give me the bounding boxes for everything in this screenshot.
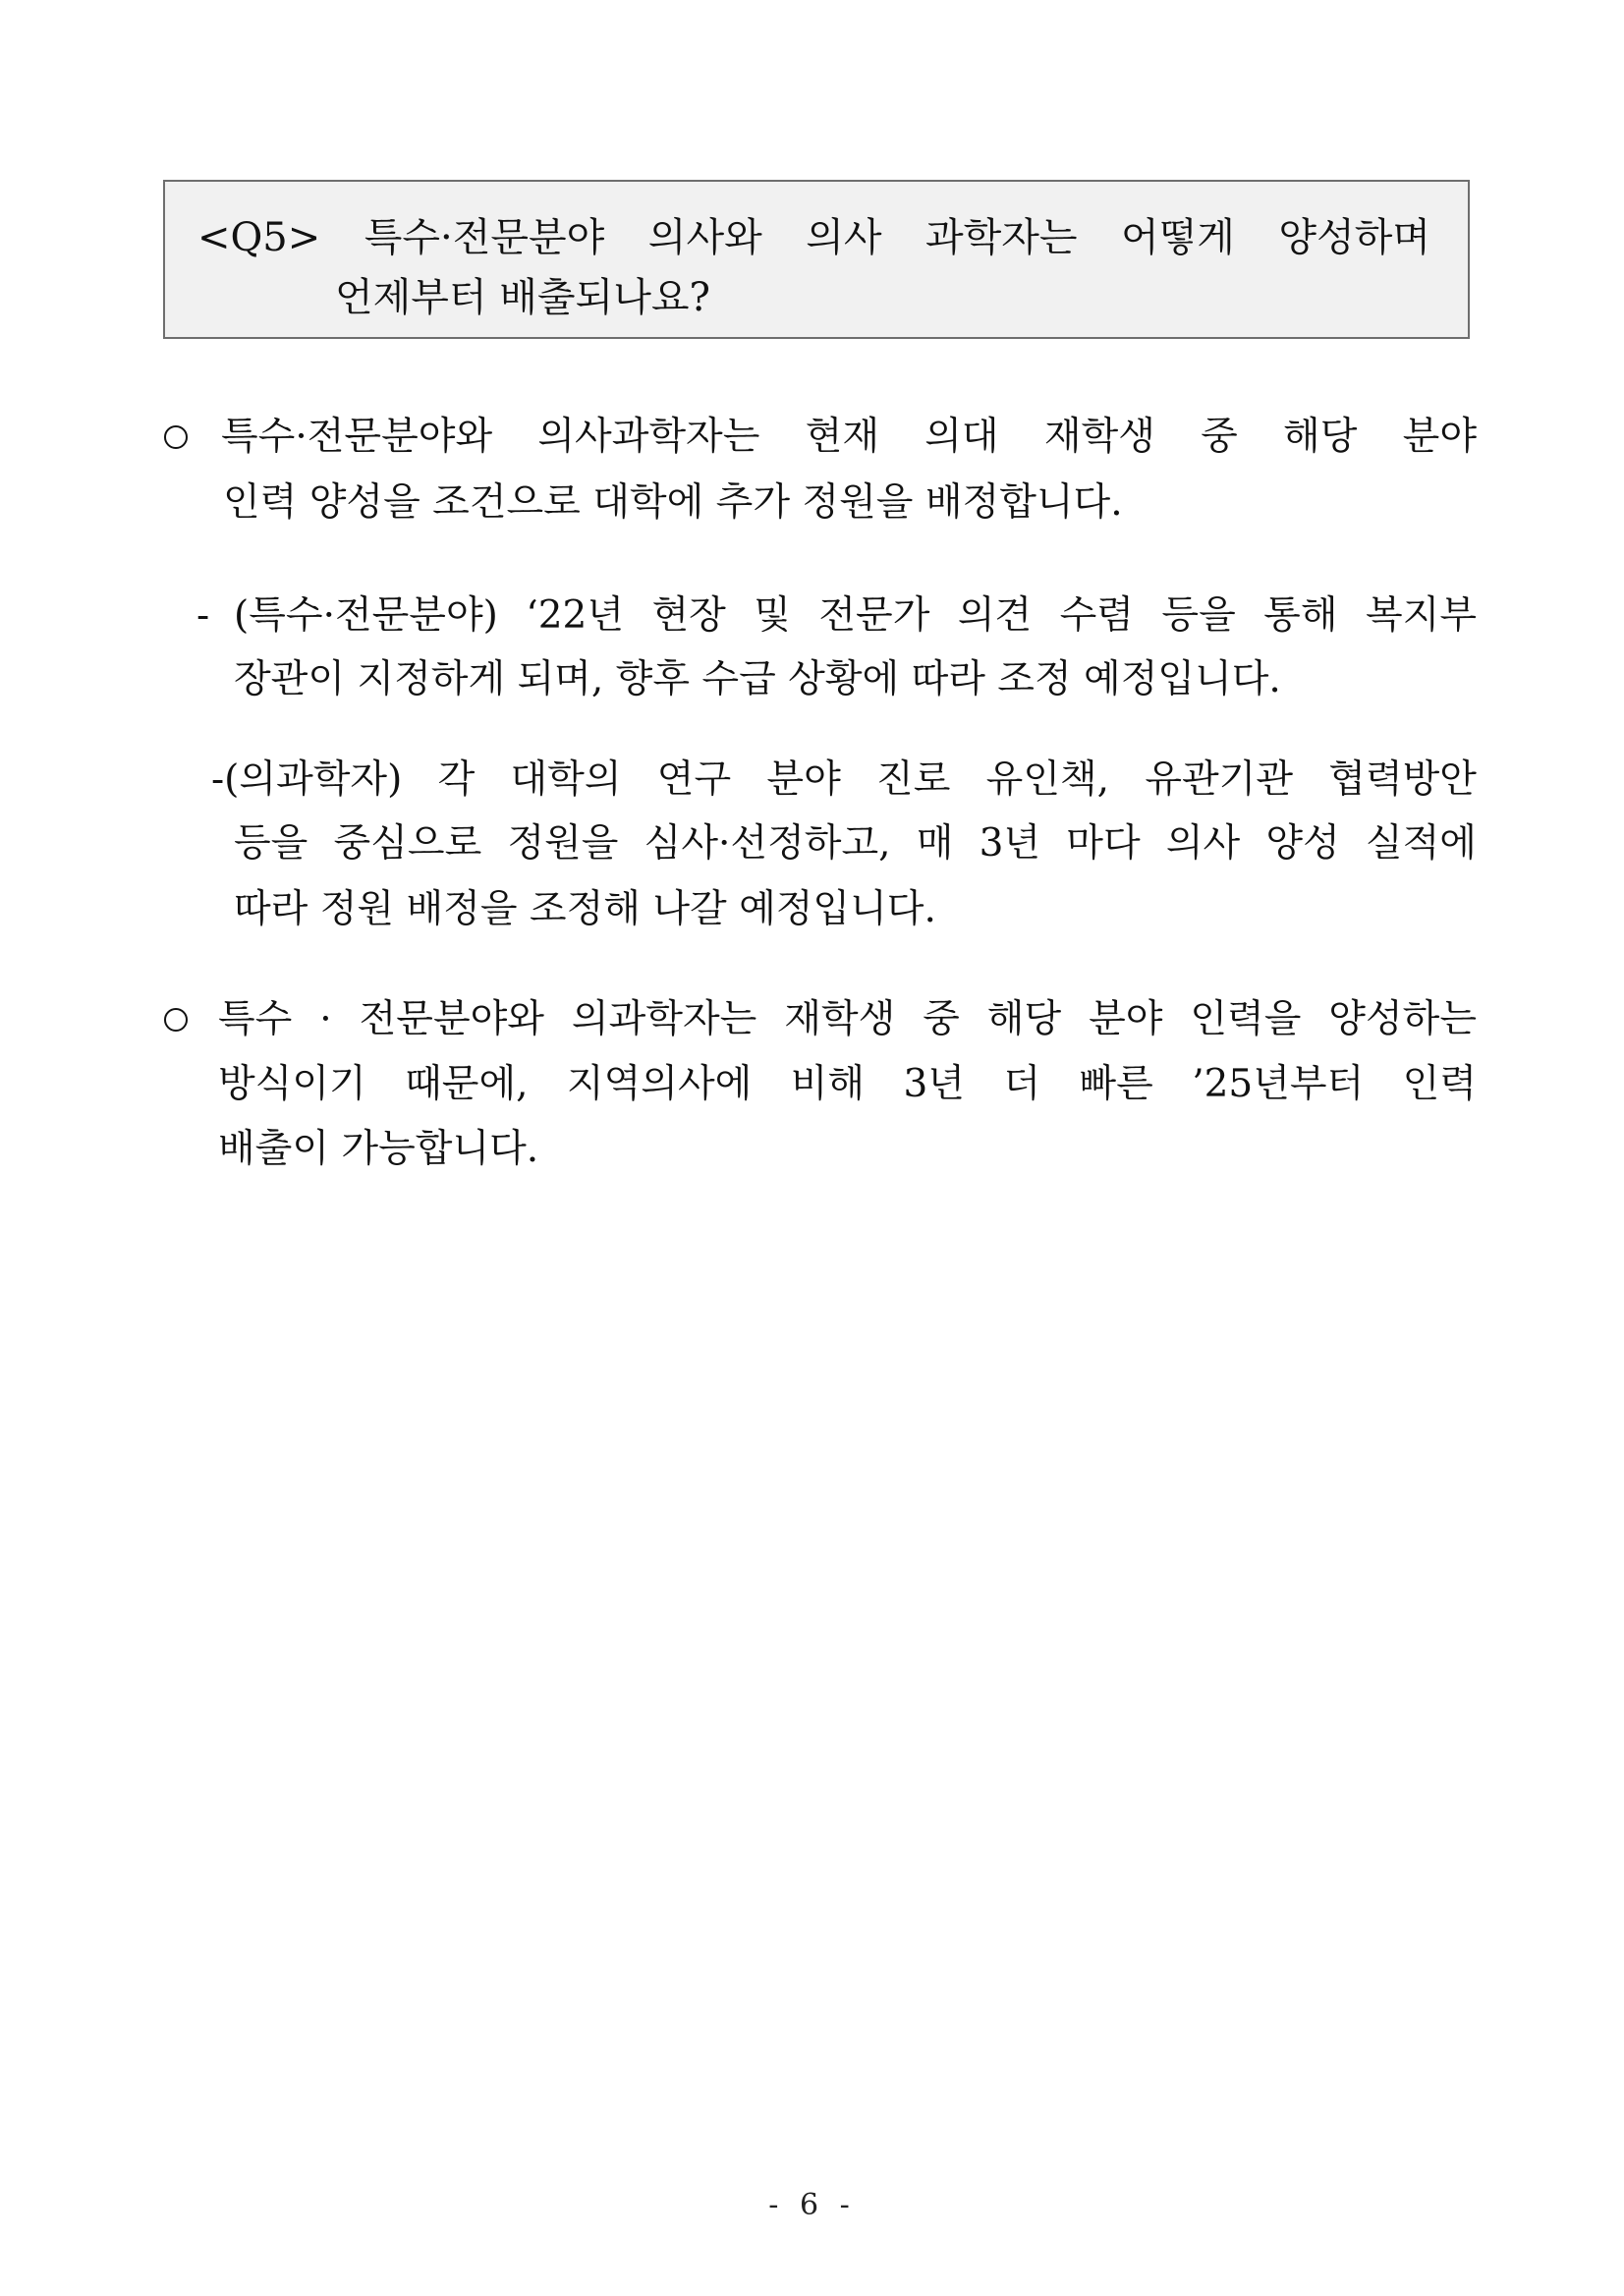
circle-bullet-icon <box>164 425 188 449</box>
question-title-line-1: <Q5> 특수·전문분야 의사와 의사 과학자는 어떻게 양성하며 <box>197 215 1430 260</box>
sub-2-line-2: 등을 중심으로 정원을 심사·선정하고, 매 3년 마다 의사 양성 실적에 <box>234 821 1477 866</box>
bullet-1-line-1: 특수·전문분야와 의사과학자는 현재 의대 재학생 중 해당 분야 <box>221 415 1477 459</box>
sub-1-line-2: 장관이 지정하게 되며, 향후 수급 상황에 따라 조정 예정입니다. <box>234 657 1281 701</box>
bullet-2-line-2: 방식이기 때문에, 지역의사에 비해 3년 더 빠른 ’25년부터 인력 <box>218 1062 1477 1106</box>
bullet-2-line-3: 배출이 가능합니다. <box>218 1127 539 1171</box>
bullet-1-line-2: 인력 양성을 조건으로 대학에 추가 정원을 배정합니다. <box>223 480 1123 525</box>
question-box <box>163 180 1470 339</box>
question-title-line-2: 언제부터 배출되나요? <box>335 275 710 320</box>
page-number: - 6 - <box>768 2188 856 2222</box>
circle-bullet-icon <box>164 1008 188 1032</box>
dash-marker: - <box>196 593 210 638</box>
sub-2-line-1: -(의과학자) 각 대학의 연구 분야 진로 유인책, 유관기관 협력방안 <box>211 757 1477 802</box>
sub-2-line-3: 따라 정원 배정을 조정해 나갈 예정입니다. <box>234 887 936 931</box>
sub-1-line-1: (특수·전문분야) ‘22년 현장 및 전문가 의견 수렴 등을 통해 복지부 <box>234 593 1477 638</box>
bullet-2-line-1: 특수 · 전문분야와 의과학자는 재학생 중 해당 분야 인력을 양성하는 <box>218 997 1477 1041</box>
